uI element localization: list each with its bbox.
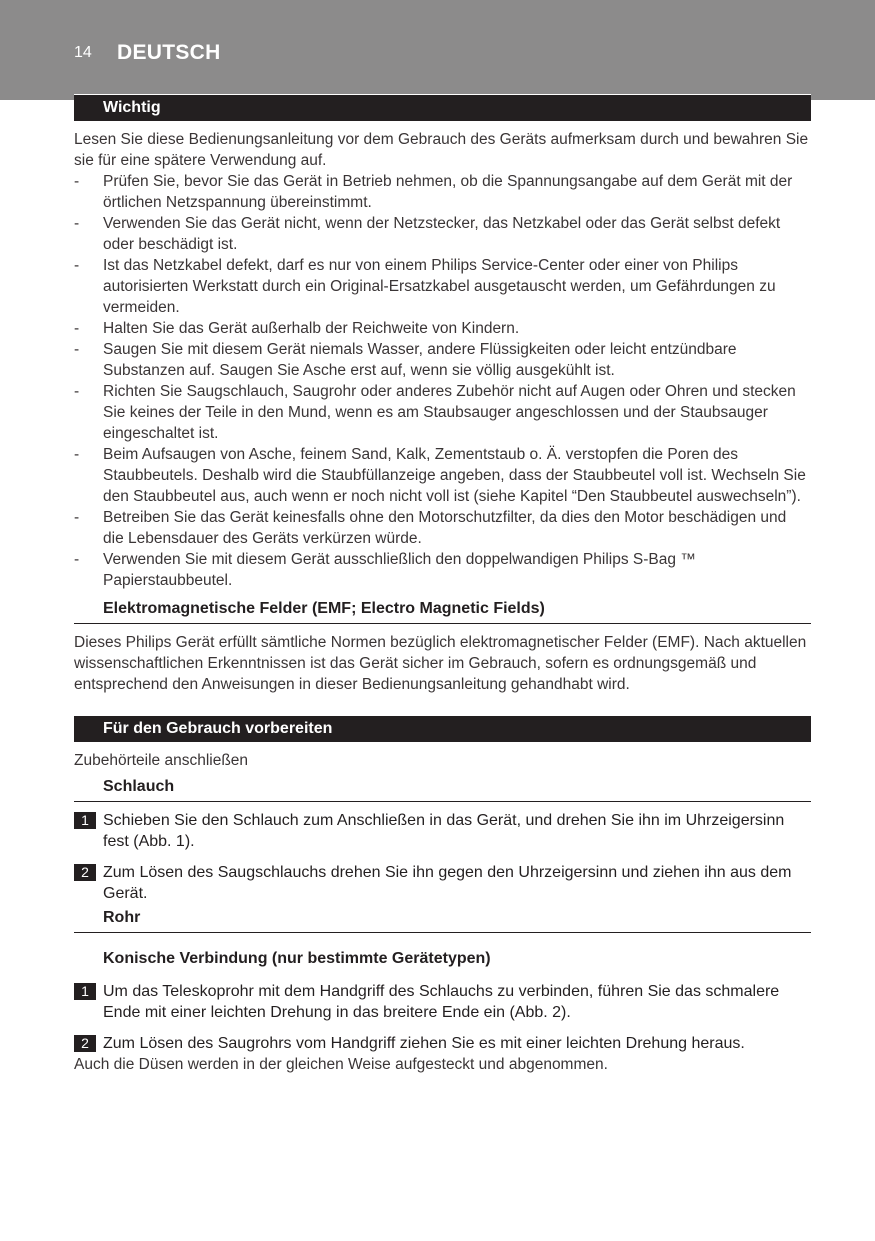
bullet-item: - Prüfen Sie, bevor Sie das Gerät in Betrieb nehmen, ob die Spannungsangabe auf dem Gerät mit der örtlichen Netzspannung übereinstimmt.	[74, 173, 793, 211]
bullet-item: - Richten Sie Saugschlauch, Saugrohr oder anderes Zubehör nicht auf Augen oder Ohren und stecken Sie keines der Teile in den Mund, wenn es am Staubsauger angeschlossen und der Staubsauger eingeschaltet ist.	[74, 383, 796, 442]
bullet-item: - Ist das Netzkabel defekt, darf es nur von einem Philips Service-Center oder einer von Philips autorisierten Werkstatt durch ein Original-Ersatzkabel ausgetauscht werden, um Gefährdungen zu vermeiden.	[74, 257, 776, 316]
emf-text: Dieses Philips Gerät erfüllt sämtliche Normen bezüglich elektromagnetischer Felder (EMF). Nach aktuellen wissenschaftlichen Erkenntnissen ist das Gerät sicher im Gebrauch, sofern es ordnungsgemäß und entsprechend den Anweisungen in dieser Bedienungsanleitung gehandhabt wird.	[74, 634, 807, 693]
rohr-step-1: 1 Um das Teleskoprohr mit dem Handgriff des Schlauchs zu verbinden, führen Sie das schmalere Ende mit einer leichten Drehung in das breitere Ende ein (Abb. 2).	[74, 981, 811, 1023]
wichtig-bullet-list	[74, 171, 811, 591]
step-number-badge: 2	[74, 1035, 96, 1052]
rohr-heading: Rohr	[74, 904, 811, 933]
page-language-title: DEUTSCH	[117, 41, 221, 64]
schlauch-step-2: 2 Zum Lösen des Saugschlauchs drehen Sie ihn gegen den Uhrzeigersinn und ziehen ihn aus dem Gerät.	[74, 862, 811, 904]
schlauch-heading: Schlauch	[74, 773, 811, 802]
closing-note: Auch die Düsen werden in der gleichen Weise aufgesteckt und abgenommen.	[74, 1056, 608, 1073]
bullet-item: - Saugen Sie mit diesem Gerät niemals Wasser, andere Flüssigkeiten oder leicht entzündbare Substanzen auf. Saugen Sie Asche erst auf, wenn sie völlig ausgekühlt ist.	[74, 341, 737, 379]
bullet-item: - Betreiben Sie das Gerät keinesfalls ohne den Motorschutzfilter, da dies den Motor beschädigen und die Lebensdauer des Geräts verkürzen würde.	[74, 509, 787, 547]
schlauch-step-1: 1 Schieben Sie den Schlauch zum Anschließen in das Gerät, und drehen Sie ihn im Uhrzeigersinn fest (Abb. 1).	[74, 810, 811, 852]
step-number-badge: 2	[74, 864, 96, 881]
section-heading-wichtig: Wichtig	[74, 94, 811, 121]
bullet-item: - Halten Sie das Gerät außerhalb der Reichweite von Kindern.	[74, 320, 520, 337]
rohr-step-2: 2 Zum Lösen des Saugrohrs vom Handgriff ziehen Sie es mit einer leichten Drehung heraus.	[74, 1033, 811, 1054]
bullet-item: - Verwenden Sie mit diesem Gerät ausschließlich den doppelwandigen Philips S-Bag ™ Papierstaubbeutel.	[74, 551, 696, 589]
vorbereiten-intro: Zubehörteile anschließen	[74, 752, 249, 769]
page-content	[74, 94, 811, 1075]
konisch-heading: Konische Verbindung (nur bestimmte Gerätetypen)	[103, 950, 491, 967]
bullet-item: - Beim Aufsaugen von Asche, feinem Sand, Kalk, Zementstaub o. Ä. verstopfen die Poren des Staubbeutels. Deshalb wird die Staubfüllanzeige angeben, dass der Staubbeutel voll ist. Wechseln Sie den Staubbeutel aus, auch wenn er noch nicht voll ist (siehe Kapitel “Den Staubbeutel auswechseln”).	[74, 446, 806, 505]
wichtig-intro: Lesen Sie diese Bedienungsanleitung vor dem Gebrauch des Geräts aufmerksam durch und bewahren Sie sie für eine spätere Verwendung auf.	[74, 131, 809, 169]
bullet-item: - Verwenden Sie das Gerät nicht, wenn der Netzstecker, das Netzkabel oder das Gerät selbst defekt oder beschädigt ist.	[74, 215, 781, 253]
section-heading-vorbereiten: Für den Gebrauch vorbereiten	[74, 715, 811, 742]
page-number: 14	[74, 44, 92, 61]
step-number-badge: 1	[74, 812, 96, 829]
emf-heading: Elektromagnetische Felder (EMF; Electro Magnetic Fields)	[74, 595, 811, 624]
step-number-badge: 1	[74, 983, 96, 1000]
